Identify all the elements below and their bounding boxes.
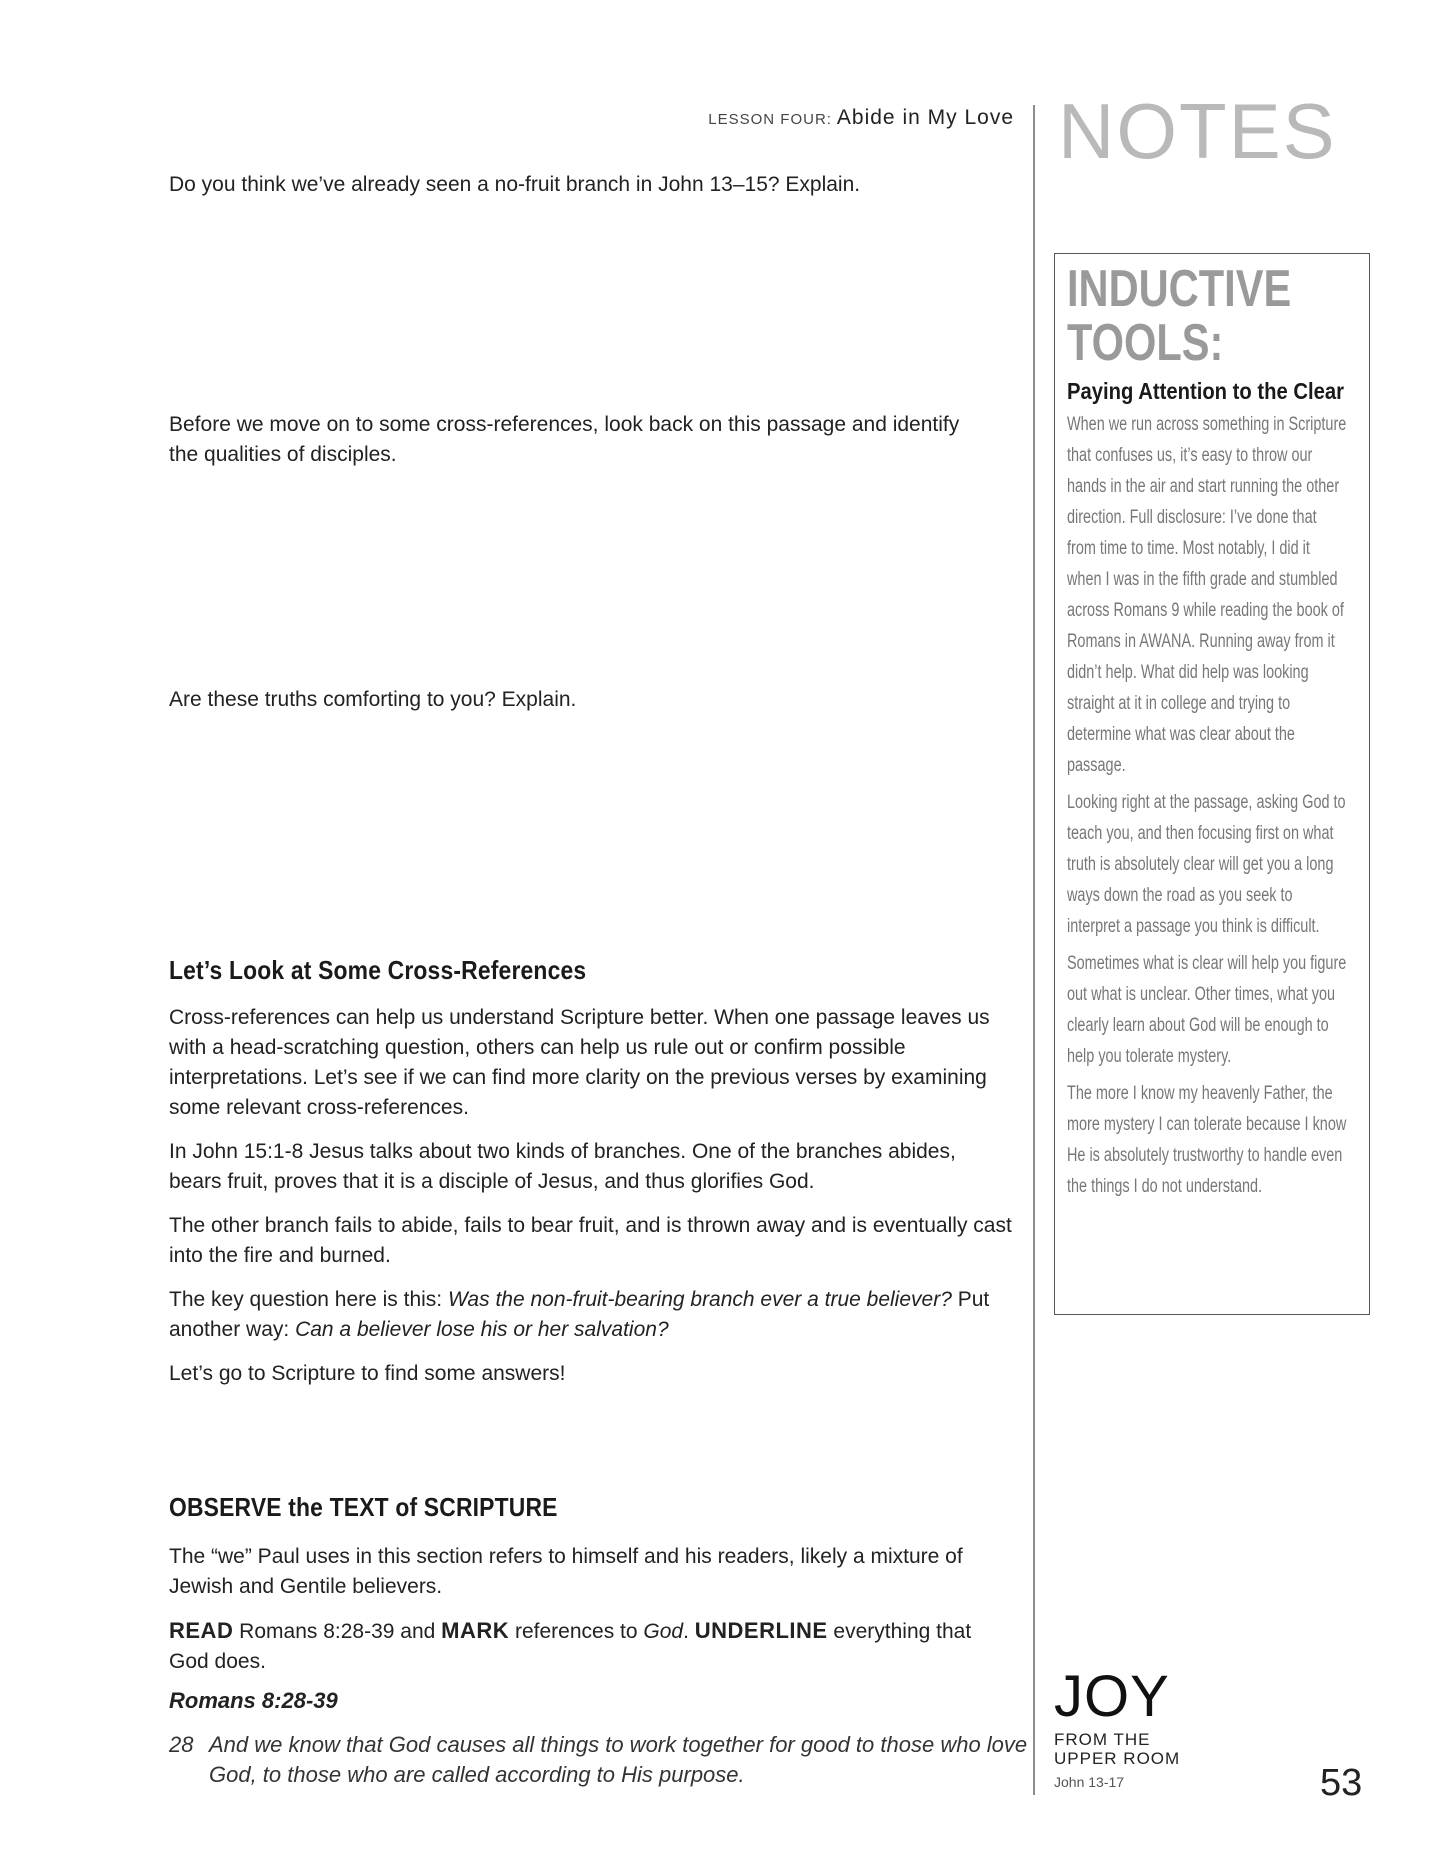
read-god-italic: God — [643, 1620, 684, 1643]
paragraph-instructions — [169, 1616, 1014, 1677]
key-question-italic-2: Can a believer lose his or her salvation? — [295, 1318, 669, 1341]
passage-reference: Romans 8:28-39 — [169, 1688, 338, 1713]
page-number: 53 — [1320, 1762, 1363, 1804]
running-head — [600, 106, 1014, 130]
verse-text: And we know that God causes all things to work together for good to those who love God, to those who are called according to His purpose. — [209, 1732, 1028, 1787]
sidebar-heading-line-1: INDUCTIVE — [1067, 260, 1292, 318]
logo-line-2: UPPER ROOM — [1054, 1749, 1181, 1768]
read-keyword: READ — [169, 1618, 234, 1643]
column-divider — [1033, 105, 1035, 1795]
key-question-lead: The key question here is this: — [169, 1288, 448, 1311]
sidebar-paragraph-4: The more I know my heavenly Father, the more mystery I can tolerate because I know He is absolutely trustworthy to handle even the things I do not understand. — [1067, 1083, 1347, 1197]
sidebar-paragraph-2: Looking right at the passage, asking God to teach you, and then focusing first on what truth is absolutely clear will get you a long ways down the road as you seek to interpret a passage you think is difficult. — [1067, 792, 1346, 937]
lesson-title: Abide in My Love — [836, 106, 1014, 129]
read-text-4: everything that God does. — [169, 1620, 972, 1673]
sidebar-paragraph-3: Sometimes what is clear will help you figure out what is unclear. Other times, what you clearly learn about God will be enough to help you tolerate mystery. — [1067, 953, 1347, 1067]
observe-body — [169, 1542, 1014, 1691]
question-no-fruit-branch: Do you think we’ve already seen a no-fruit branch in John 13–15? Explain. — [169, 173, 861, 196]
key-question-mid: Put another way: — [169, 1288, 990, 1341]
key-question-italic-1: Was the non-fruit-bearing branch ever a true believer? — [447, 1288, 952, 1311]
observe-heading: OBSERVE the TEXT of SCRIPTURE — [169, 1492, 558, 1522]
paragraph-other-branch: The other branch fails to abide, fails to bear fruit, and is thrown away and is eventually cast into the fire and burned. — [169, 1214, 1012, 1267]
lesson-label: LESSON FOUR: — [708, 111, 832, 128]
paragraph-we-paul: The “we” Paul uses in this section refers to himself and his readers, likely a mixture of Jewish and Gentile believers. — [169, 1545, 963, 1598]
logo-joy: JOY — [1054, 1664, 1170, 1729]
underline-keyword: UNDERLINE — [694, 1618, 828, 1643]
paragraph-two-branches: In John 15:1-8 Jesus talks about two kinds of branches. One of the branches abides, bears fruit, proves that it is a disciple of Jesus, and thus glorifies God. — [169, 1140, 956, 1193]
inductive-tools-box — [1054, 253, 1370, 1315]
verse-number: 28 — [169, 1732, 194, 1757]
sidebar-subheading: Paying Attention to the Clear — [1067, 378, 1345, 404]
paragraph-intro: Cross-references can help us understand Scripture better. When one passage leaves us with a head-scratching question, others can help us rule out or confirm possible interpretations. Let’s see if we can find more clarity on the previous verses by examining some relevant cross-references. — [169, 1006, 990, 1119]
logo-line-1: FROM THE — [1054, 1730, 1151, 1749]
mark-keyword: MARK — [441, 1618, 510, 1643]
read-text-2: references to — [509, 1620, 644, 1643]
sidebar-paragraph-1: When we run across something in Scripture that confuses us, it’s easy to throw our hands in the air and start running the other direction. Full disclosure: I’ve done that from time to time. Most notably, I did it when I was in the fifth grade and stumbled across Romans 9 while reading the book of Romans in AWANA. Running away from it didn’t help. What did help was looking straight at it in college and trying to determine what was clear about the passage. — [1067, 414, 1347, 776]
question-comforting: Are these truths comforting to you? Explain. — [169, 688, 577, 711]
notes-title: NOTES — [1058, 87, 1337, 175]
paragraph-go-to-scripture: Let’s go to Scripture to find some answers! — [169, 1362, 566, 1385]
paragraph-key-question — [169, 1285, 1014, 1345]
verse-28 — [169, 1730, 1039, 1790]
read-text-1: Romans 8:28-39 and — [233, 1620, 442, 1643]
book-logo — [1054, 1664, 1181, 1790]
question-qualities-of-disciples: Before we move on to some cross-references, look back on this passage and identify the qualities of disciples. — [169, 413, 960, 466]
cross-references-body — [169, 1003, 1014, 1403]
read-text-3: . — [683, 1620, 695, 1643]
cross-references-heading: Let’s Look at Some Cross-References — [169, 955, 587, 985]
logo-reference: John 13-17 — [1054, 1774, 1125, 1790]
sidebar-heading-line-2: TOOLS: — [1067, 314, 1224, 372]
